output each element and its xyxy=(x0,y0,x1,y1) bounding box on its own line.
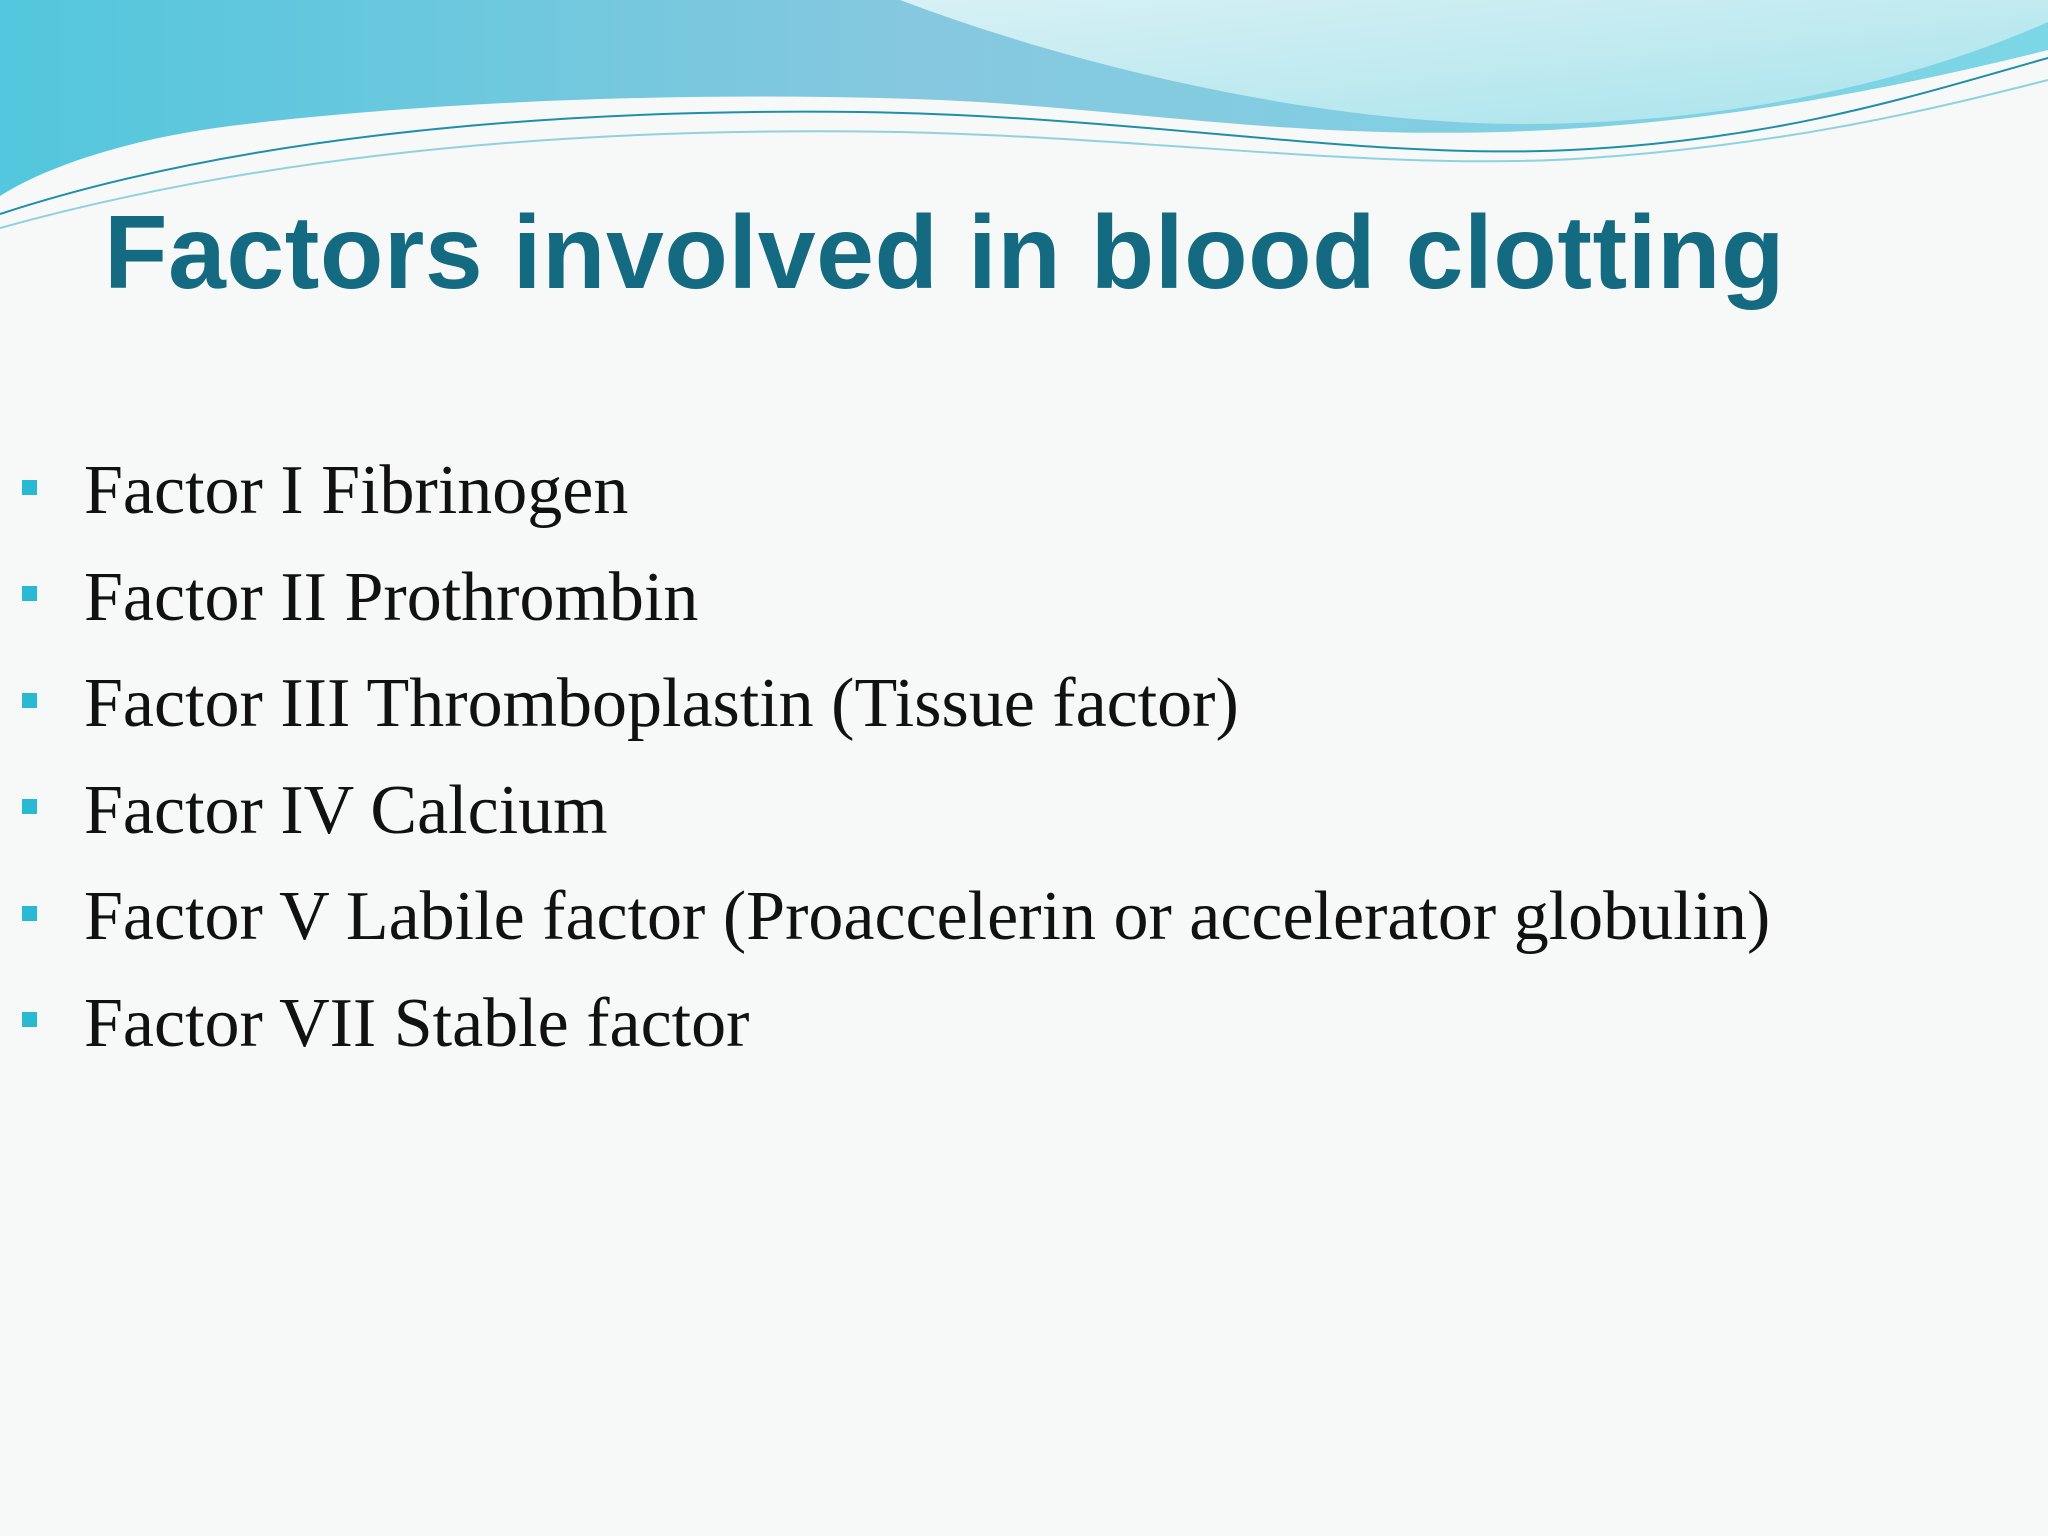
list-item xyxy=(22,758,1770,865)
bullet-text: Factor V Labile factor (Proaccelerin or accelerator globulin) xyxy=(84,878,1771,956)
square-bullet-icon xyxy=(22,586,37,601)
square-bullet-icon xyxy=(22,480,37,495)
square-bullet-icon xyxy=(22,906,37,921)
square-bullet-icon xyxy=(22,799,37,814)
square-bullet-icon xyxy=(22,693,37,708)
list-item xyxy=(22,864,1770,971)
square-bullet-icon xyxy=(22,1012,37,1027)
bullet-text: Factor IV Calcium xyxy=(84,771,608,849)
bullet-text: Factor VII Stable factor xyxy=(84,984,750,1062)
bullet-text: Factor II Prothrombin xyxy=(84,558,699,636)
bullet-list xyxy=(22,438,1770,1077)
bullet-text: Factor III Thromboplastin (Tissue factor) xyxy=(84,665,1239,743)
list-item xyxy=(22,971,1770,1078)
slide-title: Factors involved in blood clotting xyxy=(104,195,1786,311)
list-item xyxy=(22,651,1770,758)
list-item xyxy=(22,545,1770,652)
list-item xyxy=(22,438,1770,545)
bullet-text: Factor I Fibrinogen xyxy=(84,452,629,530)
